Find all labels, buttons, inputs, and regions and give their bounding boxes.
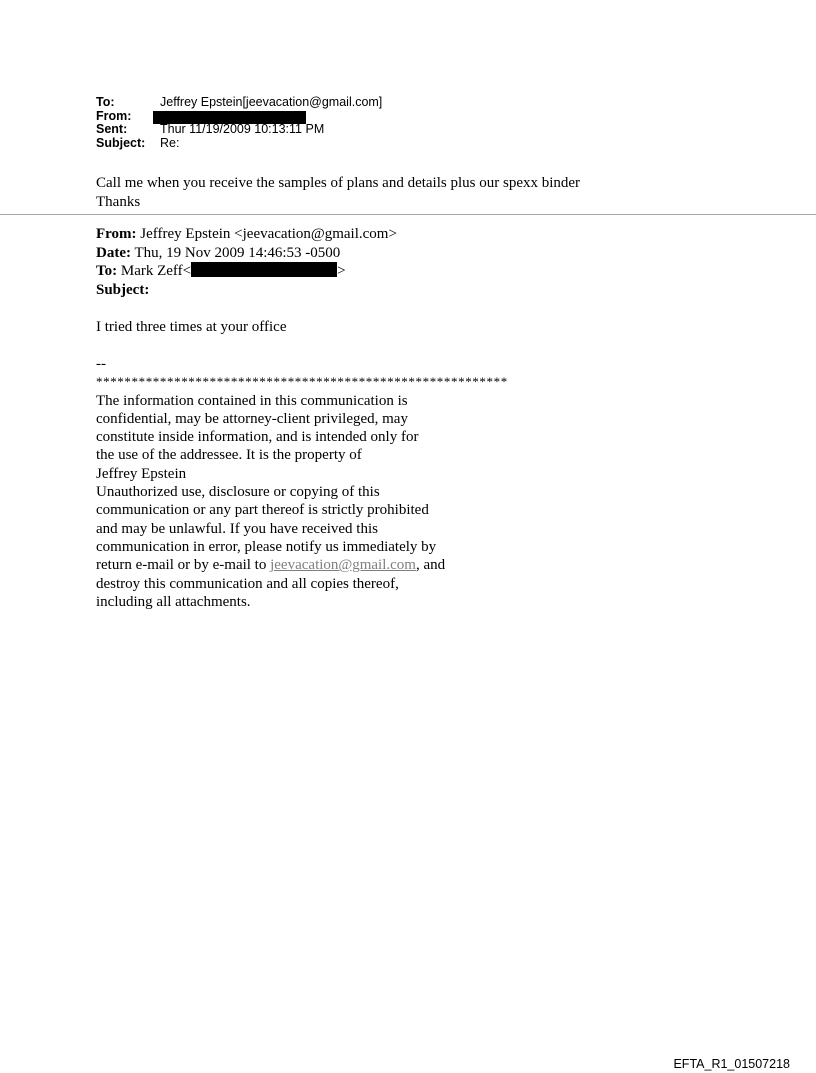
signature-block: [96, 355, 508, 611]
disclaimer-line: constitute inside information, and is intended only for: [96, 429, 419, 446]
disclaimer-email-line: [96, 556, 508, 574]
disclaimer-line: The information contained in this communication is: [96, 392, 408, 409]
quoted-subject-row: [96, 281, 397, 300]
quoted-date-row: [96, 244, 397, 263]
header-subject-row: [96, 137, 382, 151]
redaction-box: [191, 262, 337, 277]
quoted-from-label: From:: [96, 226, 137, 242]
disclaimer-line: Unauthorized use, disclosure or copying of this: [96, 484, 380, 501]
disclaimer-line: communication in error, please notify us immediately by: [96, 538, 437, 555]
header-from-row: [96, 110, 382, 124]
disclaimer-line: Jeffrey Epstein: [96, 465, 187, 482]
disclaimer-line: communication or any part thereof is strictly prohibited: [96, 502, 429, 519]
disclaimer-line: including all attachments.: [96, 593, 251, 610]
document-id: EFTA_R1_01507218: [673, 1057, 790, 1071]
email-link[interactable]: jeevacation@gmail.com: [270, 557, 416, 574]
disclaimer-line: the use of the addressee. It is the property of: [96, 447, 362, 464]
quoted-subject-label: Subject:: [96, 281, 150, 298]
quoted-to-name: Mark Zeff<: [120, 263, 192, 279]
disclaimer-text: return e-mail or by e-mail to: [96, 557, 271, 574]
disclaimer-line: and may be unlawful. If you have received this: [96, 520, 378, 537]
signature-stars: **********************************************************: [96, 374, 508, 390]
to-value: Jeffrey Epstein[jeevacation@gmail.com]: [160, 95, 383, 109]
disclaimer-line: destroy this communication and all copies thereof,: [96, 575, 399, 592]
disclaimer-text: , and: [415, 557, 446, 574]
reply-line: Call me when you receive the samples of plans and details plus our spexx binder: [96, 175, 581, 191]
quoted-to-close: >: [337, 263, 346, 279]
reply-body: [96, 174, 580, 212]
quoted-message: I tried three times at your office: [96, 319, 287, 335]
quoted-from-row: [96, 225, 397, 244]
reply-line: Thanks: [96, 194, 141, 210]
quoted-date-label: Date:: [96, 244, 131, 261]
quoted-to-row: [96, 262, 397, 281]
quoted-date-value: Thu, 19 Nov 2009 14:46:53 -0500: [134, 244, 341, 261]
quoted-header: [96, 225, 397, 299]
header-to-row: [96, 96, 382, 110]
quoted-from-value: Jeffrey Epstein <jeevacation@gmail.com>: [140, 226, 397, 242]
header-sent-row: [96, 123, 382, 137]
subject-label: Subject:: [96, 135, 146, 150]
divider: [0, 214, 816, 215]
from-label: From:: [96, 108, 132, 123]
sent-value: Thur 11/19/2009 10:13:11 PM: [160, 122, 325, 136]
signature-dashes: --: [96, 356, 106, 372]
quoted-to-label: To:: [96, 263, 118, 279]
disclaimer-line: confidential, may be attorney-client privileged, may: [96, 410, 408, 427]
subject-value: Re:: [160, 135, 180, 150]
to-label: To:: [96, 95, 115, 109]
sent-label: Sent:: [96, 122, 128, 136]
email-header: [96, 96, 382, 150]
